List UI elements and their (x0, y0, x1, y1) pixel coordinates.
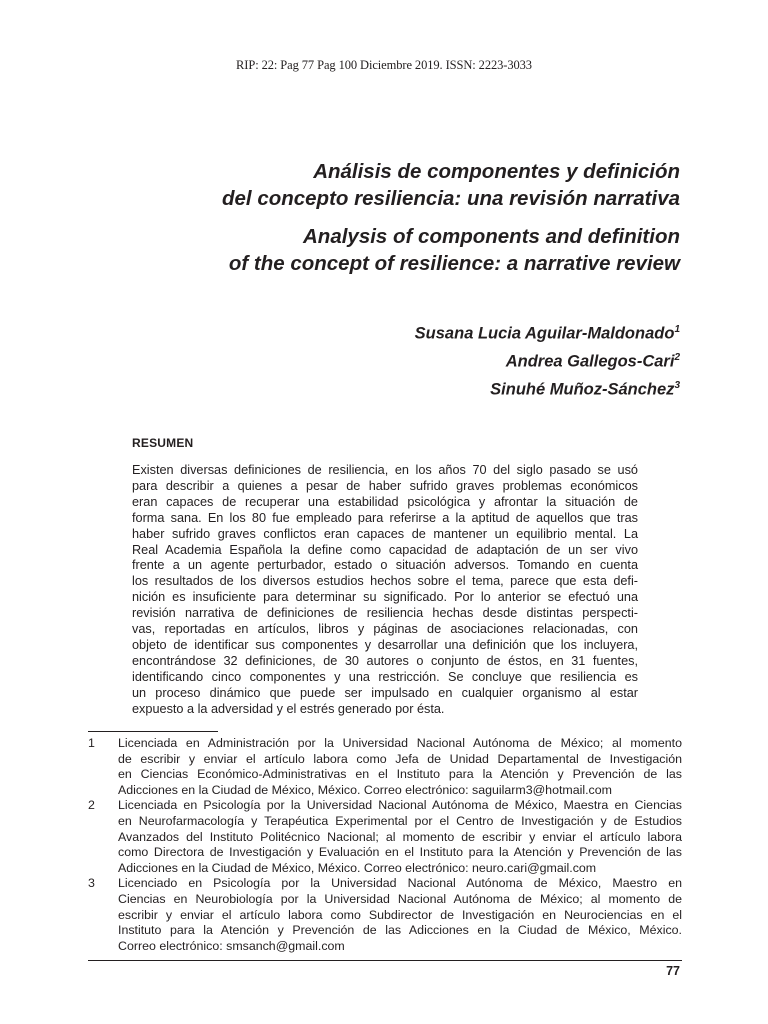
author-footnote-mark: 2 (674, 352, 680, 363)
abstract-line: Existen diversas definiciones de resiliencia, en los años 70 del siglo pasado se usó (132, 463, 638, 477)
author-name: Sinuhé Muñoz-Sánchez (490, 380, 675, 399)
footnote-line: en Ciencias Económico-Administrativas en el Instituto para la Atención y Prevención de las (118, 767, 682, 782)
footnote-number: 2 (88, 798, 95, 813)
abstract-line: nición es insuficiente para determinar su significado. Por lo anterior se efectuó una (132, 590, 638, 605)
abstract-line: vas, reportadas en artículos, libros y páginas de asociaciones relacionadas, con (132, 622, 638, 637)
abstract-line: eran capaces de recuperar una estabilidad psicológica y afrontar la situación de (132, 494, 638, 509)
abstract-line: expuesto a la adversidad y el estrés generado por ésta. (132, 701, 445, 716)
abstract-line: encontrándose 32 definiciones, de 30 autores o conjunto de éstos, en 31 fuentes, (132, 653, 638, 668)
author-name: Andrea Gallegos-Cari (505, 352, 675, 371)
abstract-line: para describir a quienes a pesar de haber sufrido graves problemas económicos (132, 478, 638, 493)
abstract-line: forma sana. En los 80 fue empleado para referirse a la aptitud de aquellos que tras (132, 510, 638, 525)
title-english-line: of the concept of resilience: a narrative review (228, 252, 680, 275)
author (415, 346, 680, 374)
abstract-line: un proceso dinámico que puede ser impulsado en cualquier organismo al estar (132, 685, 638, 700)
abstract-line: haber sufrido graves conflictos eran capaces de mantener un equilibrio mental. La (132, 526, 638, 541)
footnote-line: Correo electrónico: smsanch@gmail.com (118, 938, 345, 953)
footnote-line: Licenciada en Administración por la Universidad Nacional Autónoma de México; al momento (118, 736, 682, 750)
title-block (222, 158, 680, 277)
footnote (88, 876, 682, 954)
author-list (415, 318, 680, 402)
footnote-line: Licenciado en Psicología por la Universidad Nacional Autónoma de México, Maestro en (118, 876, 682, 891)
title-english (222, 223, 680, 277)
abstract-line: revisión narrativa de definiciones de resiliencia hechas desde distintas perspecti- (132, 606, 638, 621)
footnote-text (118, 736, 682, 798)
footnote-line: Adicciones en la Ciudad de México, México. Correo electrónico: saguilarm3@hotmail.com (118, 782, 612, 797)
journal-header: RIP: 22: Pag 77 Pag 100 Diciembre 2019. ISSN: 2223-3033 (236, 58, 532, 72)
footnote-divider (88, 731, 218, 732)
footnote-line: Ciencias en Neurobiología por la Universidad Nacional Autónoma de México; al momento de (118, 891, 682, 906)
title-english-line: Analysis of components and definition (303, 225, 680, 248)
author (415, 318, 680, 346)
abstract-line: frente a un agente perturbador, estado o situación adversos. Tomando en cuenta (132, 558, 638, 573)
abstract-line: identificando cinco componentes y una restricción. Se concluye que resiliencia es (132, 669, 638, 684)
author-name: Susana Lucia Aguilar-Maldonado (414, 324, 675, 343)
abstract-heading: RESUMEN (132, 436, 194, 450)
footnote-line: Instituto para la Atención y Prevención de las Adicciones en la Ciudad de México, México. (118, 923, 682, 938)
footnote-line: de escribir y enviar el artículo labora como Jefa de Unidad Departamental de Investigación (118, 751, 682, 766)
footnote-line: Licenciada en Psicología por la Universidad Nacional Autónoma de México, Maestra en Ciencias (118, 798, 682, 813)
footnote-text (118, 798, 682, 876)
abstract-line: objeto de identificar sus componentes y desarrollar una definición que los incluyera, (132, 637, 638, 652)
footnote-list (88, 736, 682, 954)
page-bottom-rule (88, 960, 682, 961)
footnote-text (118, 876, 682, 954)
title-spanish-line: del concepto resiliencia: una revisión narrativa (222, 187, 680, 210)
author-footnote-mark: 1 (674, 324, 680, 335)
footnote (88, 736, 682, 798)
footnote-line: Avanzados del Instituto Politécnico Nacional; al momento de escribir y enviar el artículo labora (118, 829, 682, 844)
title-spanish-line: Análisis de componentes y definición (313, 160, 680, 183)
footnote-line: escribir y enviar el artículo labora como Subdirector de Investigación en Neurociencias en el (118, 907, 682, 922)
author (415, 374, 680, 402)
footnote (88, 798, 682, 876)
footnote-number: 3 (88, 876, 95, 891)
page-number: 77 (666, 964, 680, 978)
footnote-line: como Directora de Investigación y Evaluación en el Instituto para la Atención y Prevención de las (118, 845, 682, 860)
title-spanish (222, 158, 680, 212)
footnote-line: en Neurofarmacología y Terapéutica Experimental por el Centro de Investigación y de Estudios (118, 813, 682, 828)
footnote-number: 1 (88, 736, 95, 750)
abstract-body (132, 463, 638, 718)
abstract-line: los resultados de los diversos estudios hechos sobre el tema, parece que esta defi- (132, 574, 638, 589)
author-footnote-mark: 3 (674, 380, 680, 391)
abstract-line: Real Academia Española la define como capacidad de adaptación de un ser vivo (132, 542, 638, 557)
footnote-line: Adicciones en la Ciudad de México, México. Correo electrónico: neuro.cari@gmail.com (118, 860, 597, 875)
